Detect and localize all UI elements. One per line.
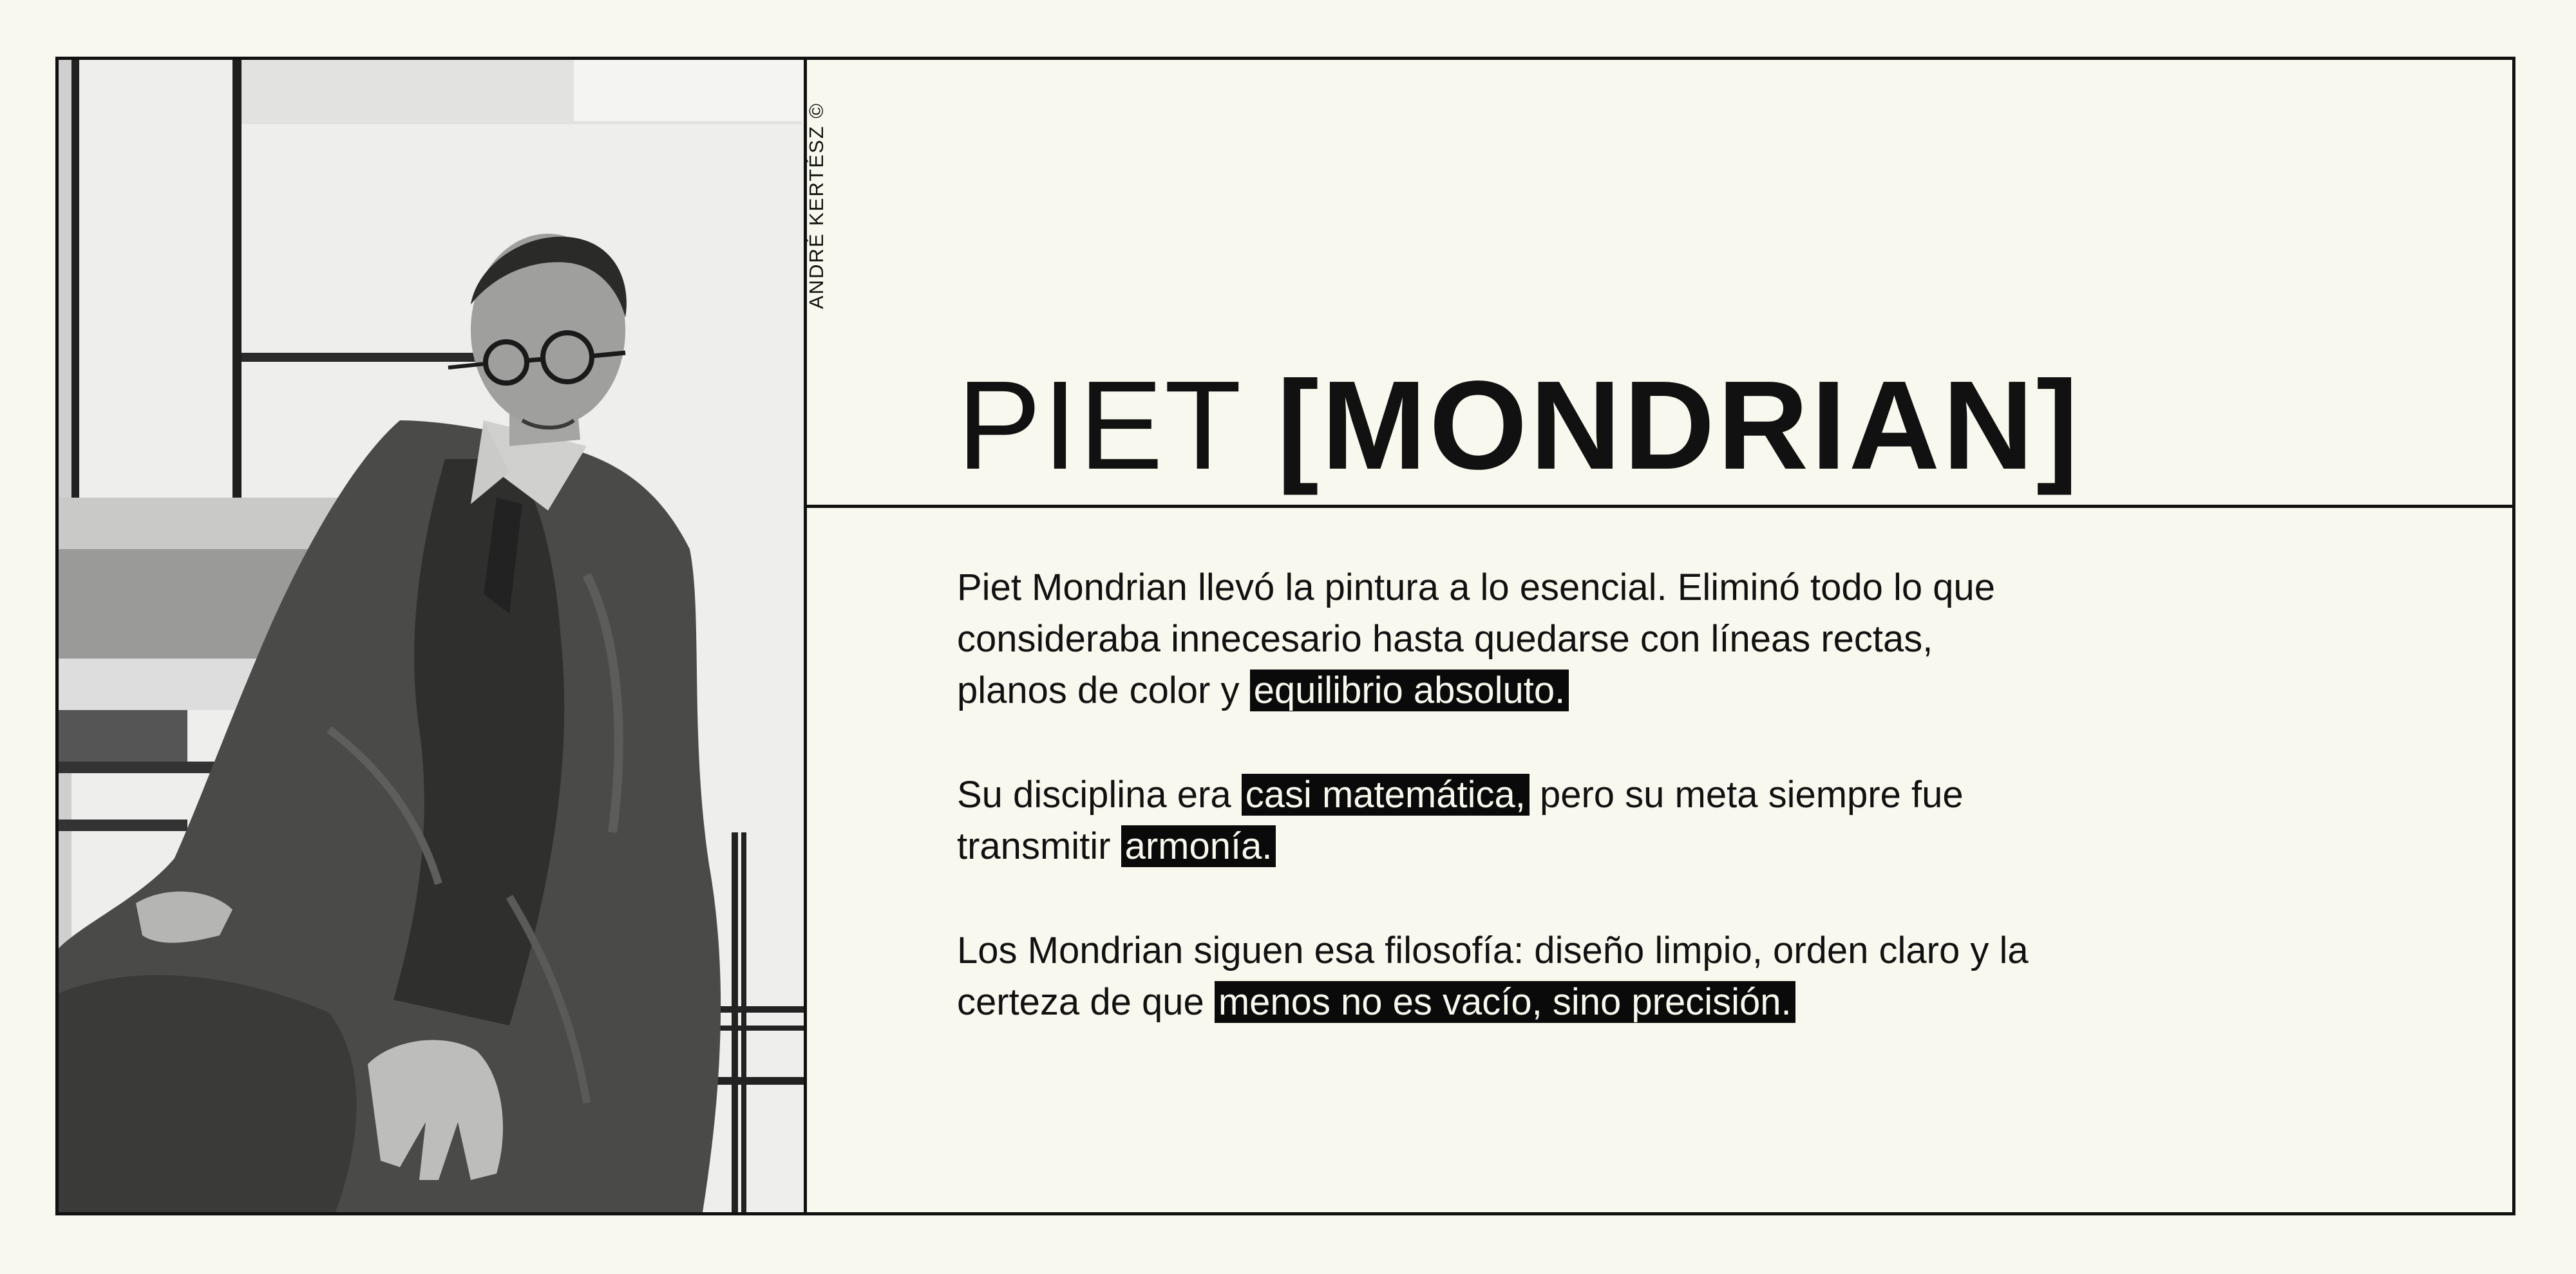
body-text: [957, 562, 2052, 1081]
page-title: [957, 355, 2081, 496]
paragraph-2-highlight: casi matemática,: [1242, 774, 1530, 816]
paragraph-2: [957, 769, 2052, 872]
paragraph-3-text: Los Mondrian siguen esa filosofía: diseño limpio, orden claro y la certeza de que: [957, 930, 2029, 1023]
paragraph-1: [957, 562, 2052, 717]
photo-credit: ANDRÉ KERTÉSZ ©: [805, 102, 828, 309]
paragraph-2-highlight-2: armonía.: [1121, 825, 1276, 867]
page-frame: [55, 57, 2515, 1215]
paragraph-3: [957, 925, 2052, 1028]
paragraph-1-highlight: equilibrio absoluto.: [1250, 670, 1569, 711]
title-first-name: PIET: [957, 355, 1241, 496]
title-last-name: [MONDRIAN]: [1276, 355, 2081, 496]
paragraph-2-text-after: pero su meta siempre fue transmitir: [957, 774, 1964, 867]
section-divider: [807, 505, 2512, 508]
paragraph-2-text: Su disciplina era: [957, 774, 1242, 816]
paragraph-3-highlight: menos no es vacío, sino precisión.: [1215, 981, 1795, 1023]
paragraph-1-text: Piet Mondrian llevó la pintura a lo esencial. Eliminó todo lo que consideraba innecesario hasta quedarse con líneas rectas, planos de color y: [957, 567, 1996, 711]
portrait-photo: [59, 60, 804, 1212]
